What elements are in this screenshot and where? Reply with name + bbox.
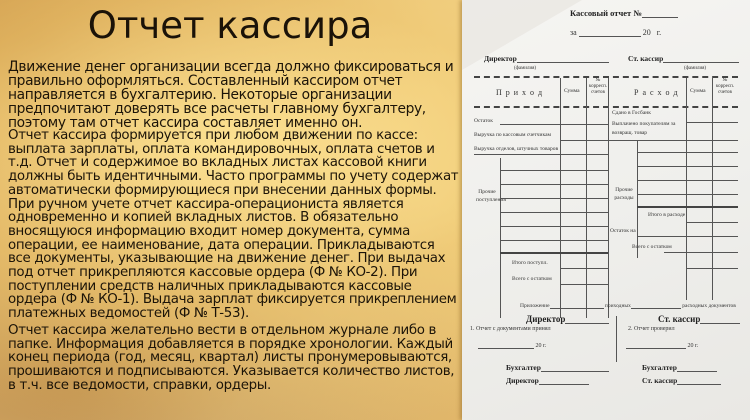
- row-revenue-piece: Выручка отделов, штучных товаров: [474, 146, 559, 152]
- grid-line: [500, 170, 608, 171]
- footer-divider: [616, 316, 617, 362]
- row-total-with-balance: Всего с остатком: [632, 244, 672, 250]
- grid-line: [686, 222, 738, 223]
- row-balance-on: Остаток на: [610, 228, 636, 234]
- grid-line: [608, 140, 738, 141]
- surname-hint: (фамилия): [684, 66, 707, 71]
- grid-line: [712, 78, 713, 300]
- grid-line: [637, 194, 738, 195]
- attachments-line: Приложение приходных расходных документов: [520, 303, 736, 309]
- senior-cashier-field: Ст. кассир: [628, 54, 739, 63]
- surname-hint: (фамилия): [514, 66, 537, 71]
- footer-left-date: 20 г.: [478, 342, 546, 349]
- column-sum: Сумма: [690, 88, 706, 94]
- grid-line: [500, 184, 608, 185]
- footer-right-date: 20 г.: [626, 342, 698, 349]
- cash-report-form-image: [462, 0, 750, 420]
- grid-line: [474, 154, 608, 155]
- grid-line: [500, 226, 608, 227]
- director-field: Директор: [484, 54, 609, 63]
- grid-line: [637, 180, 738, 181]
- paragraph-text: Движение денег организации всегда должно фиксироваться и правильно оформляться. Составленный кассиром отчет направляется в бухгалтерию. Некоторые организации предпочитают доверять все расчеты главному бухгалтеру, поэтому там отчет кассира составляет именно он.: [8, 59, 454, 132]
- row-bank-deposit: Сдано в Госбанк: [612, 110, 651, 116]
- column-income: П р и х о д: [496, 88, 544, 97]
- row-balance: Остаток: [474, 118, 493, 124]
- grid-line: [637, 166, 738, 167]
- grid-line: [608, 78, 609, 318]
- footer-director: Директор: [526, 314, 609, 324]
- column-expense: Р а с х о д: [634, 88, 679, 97]
- paragraph-intro: [8, 60, 460, 130]
- grid-line: [637, 236, 738, 237]
- paragraph-text: Отчет кассира желательно вести в отдельном журнале либо в папке. Информация добавляется в порядке хронологии. Каждый конец периода (год, месяц, квартал) листы пронумеровываются, прошиваются и подписываются. Указывается количество листов, в т.ч. все ведомости, справки, ордеры.: [8, 323, 455, 393]
- grid-line: [500, 158, 501, 318]
- grid-line: [500, 212, 608, 213]
- footer-note-checked: 2. Отчет проверил: [628, 326, 675, 332]
- row-other-expense: Прочие расходы: [614, 187, 634, 201]
- row-revenue-registers: Выручка по кассовым счетчикам: [474, 132, 552, 138]
- slide-title: Отчет кассира: [87, 4, 373, 47]
- grid-line: [637, 140, 638, 258]
- grid-line: [686, 122, 738, 123]
- form-title: Кассовый отчет №: [570, 8, 678, 18]
- grid-line: [637, 152, 738, 153]
- grid-line: [686, 268, 738, 269]
- row-returns: Выплачено покупателям за возвращ. товар: [612, 121, 676, 136]
- grid-line: [664, 252, 738, 253]
- grid-line: [500, 124, 608, 125]
- grid-line: [686, 78, 687, 300]
- footer-senior-cashier: Ст. кассир: [658, 314, 740, 324]
- footer-left-accountant: Бухгалтер: [506, 363, 609, 372]
- divider: [474, 106, 738, 108]
- grid-line: [500, 198, 608, 199]
- footer-note-accepted: 1. Отчет с документами принял: [470, 326, 551, 332]
- column-account: № корресп. счетов: [715, 78, 735, 95]
- paragraph-details: [8, 129, 460, 321]
- paragraph-journal: [8, 324, 460, 393]
- form-date: за 20 г.: [570, 28, 662, 37]
- footer-right-senior-cashier: Ст. кассир: [642, 376, 721, 385]
- row-total-expense: Итого в расходе: [648, 212, 686, 218]
- grid-line: [560, 140, 608, 141]
- grid-line: [560, 284, 608, 285]
- paragraph-text: Отчет кассира формируется при любом движении по кассе: выплата зарплаты, оплата командировочных, оплата счетов и т.д. Отчет и содержимое во вкладных листах кассовой книги должны быть идентичными. Часто программы по учету содержат автоматически формирующиеся при внесении данных формы. При ручном учете отчет кассира-операциониста является одновременно и копией вкладных листов. В обязательно вносящуюся информацию входит номер документа, сумма операции, ее наименование, дата операции. Прикладываются все документы, указывающие на движение денег. При выдачах под отчет прикрепляются кассовые ордера (Ф № КО-2). При поступлении средств наличных прикладываются кассовые ордера (Ф № КО-1). Выдача зарплат фиксируется прикреплением платежных ведомостей (Ф № Т-53).: [8, 128, 459, 322]
- column-account: № корресп. счетов: [588, 78, 608, 95]
- row-total-with-balance: Всего с остатком: [512, 276, 552, 282]
- row-other-income: Прочие поступления: [476, 189, 506, 203]
- grid-line: [500, 252, 608, 254]
- grid-line: [500, 240, 608, 241]
- footer-right-accountant: Бухгалтер: [642, 363, 717, 372]
- row-total-income: Итого поступл.: [512, 260, 548, 266]
- footer-left-director: Директор: [506, 376, 589, 385]
- grid-line: [560, 268, 608, 269]
- column-sum: Сумма: [564, 88, 580, 94]
- grid-line: [637, 206, 738, 208]
